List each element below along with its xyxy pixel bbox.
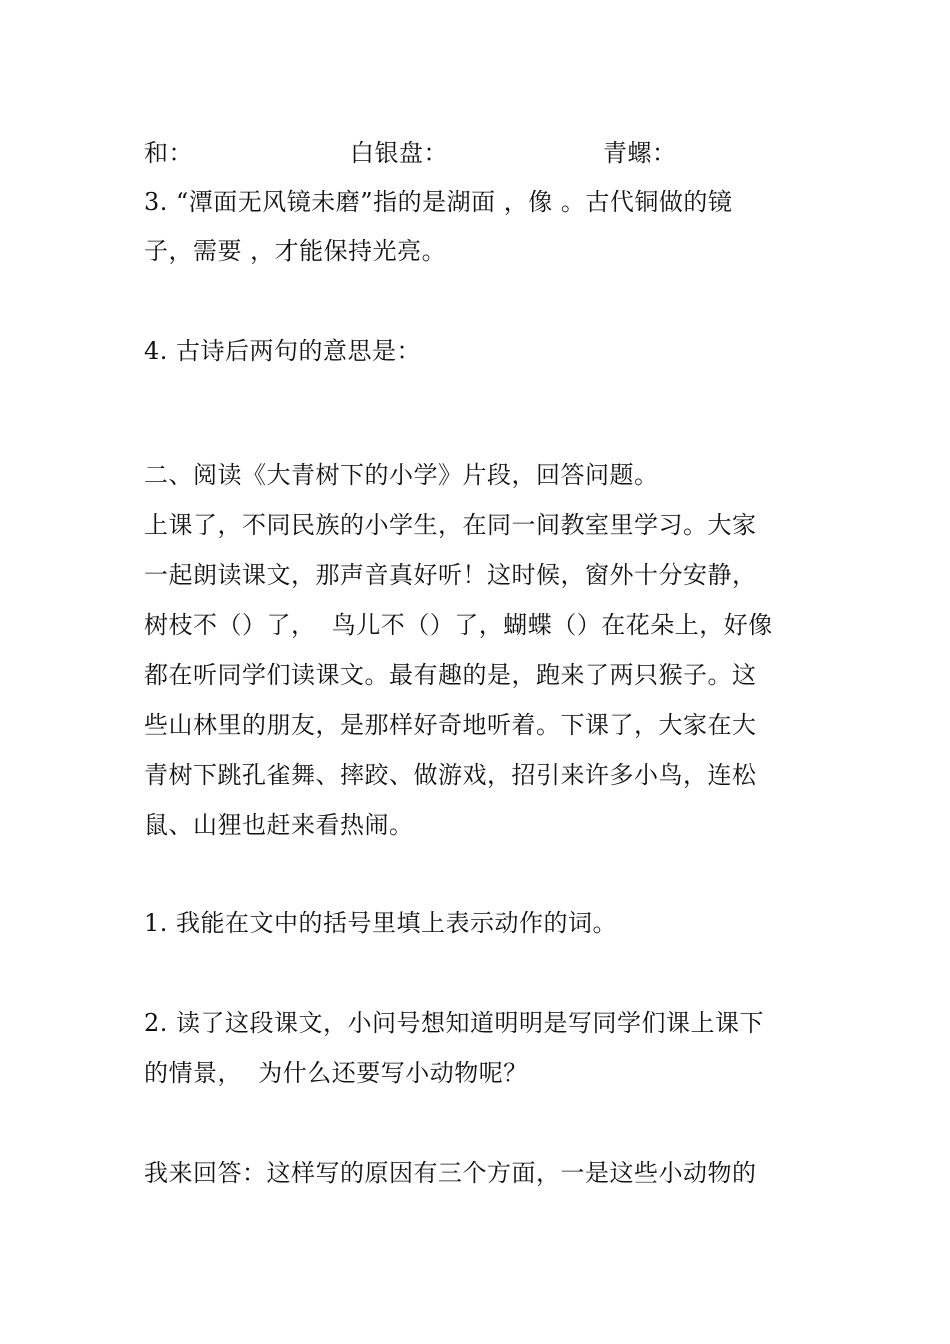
answer-line: 我来回答：这样写的原因有三个方面，一是这些小动物的: [144, 1159, 757, 1187]
passage-line: 青树下跳孔雀舞、摔跤、做游戏，招引来许多小鸟，连松: [144, 761, 757, 789]
section-2-question-2-line-2: 的情景， 为什么还要写小动物呢？: [144, 1059, 528, 1087]
label-baiyinpan: 白银盘：: [350, 139, 448, 167]
passage-line: 些山林里的朋友，是那样好奇地听着。下课了，大家在大: [144, 711, 757, 739]
passage-line: 树枝不（）了， 鸟儿不（）了，蝴蝶（）在花朵上，好像: [144, 611, 773, 639]
label-qingluo: 青螺：: [603, 139, 677, 167]
question-3-line-1: 3. “潭面无风镜未磨”指的是湖面 ，像 。古代铜做的镜: [144, 188, 733, 216]
vocab-row: [144, 136, 814, 306]
question-4: 4. 古诗后两句的意思是：: [144, 337, 422, 365]
passage-line: 一起朗读课文，那声音真好听！这时候，窗外十分安静，: [144, 561, 757, 589]
section-2-question-2-line-1: 2. 读了这段课文，小问号想知道明明是写同学们课上课下: [144, 1009, 765, 1037]
passage-line: 都在听同学们读课文。最有趣的是，跑来了两只猴子。这: [144, 661, 757, 689]
label-he: 和：: [144, 139, 193, 167]
passage-line: 鼠、山狸也赶来看热闹。: [144, 811, 414, 839]
section-2-question-1: 1. 我能在文中的括号里填上表示动作的词。: [144, 909, 618, 937]
question-3-line-2: 子，需要 ，才能保持光亮。: [144, 237, 447, 265]
passage-line: 上课了，不同民族的小学生，在同一间教室里学习。大家: [144, 511, 757, 539]
section-2-title: 二、阅读《大青树下的小学》片段，回答问题。: [144, 461, 659, 489]
